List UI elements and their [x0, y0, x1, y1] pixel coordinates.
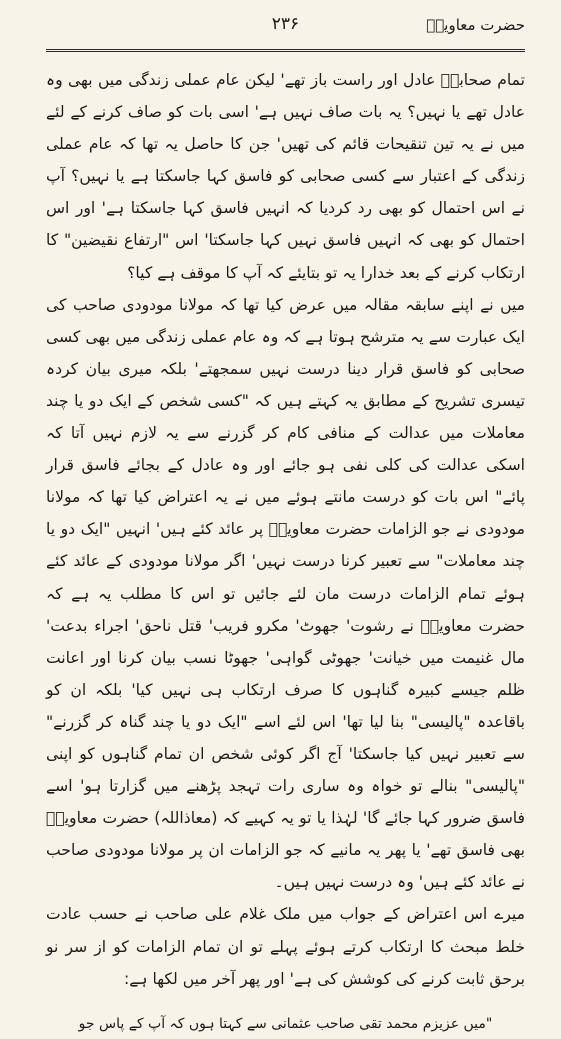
- paragraph-1: تمام صحابہؓ عادل اور راست باز تھے' لیکن عام عملی زندگی میں بھی وہ عادل تھے یا نہیں؟ یہ بات صاف نہیں ہے' اسی بات کو صاف کرنے کے لئے میں نے یہ تین تنقیحات قائم کی تھیں' جن کا حاصل یہ تھا کہ عام عملی زندگی کے اعتبار سے کسی صحابی کو فاسق کہا جاسکتا ہے یا نہیں؟ آپ نے اس احتمال کو بھی رد کردیا کہ انہیں فاسق کہا جاسکتا ہے' اور اس احتمال کو بھی کہ انہیں فاسق نہیں کہا جاسکتا' اس "ارتفاع نقیضین" کا ارتکاب کرنے کے بعد خدارا یہ تو بتایئے کہ آپ کا موقف ہے کیا؟: [46, 71, 525, 282]
- paragraph-2: میں نے اپنے سابقہ مقالہ میں عرض کیا تھا کہ مولانا مودودی صاحب کی ایک عبارت سے یہ مترشح ہوتا ہے کہ وہ عام عملی زندگی میں بھی کسی صحابی کو فاسق قرار دینا درست نہیں سمجھتے' بلکہ میری بیان کردہ تیسری تشریح کے مطابق یہ کہتے ہیں کہ "کسی شخص کے ایک دو یا چند معاملات میں عدالت کے منافی کام کر گزرنے سے یہ لازم نہیں آتا کہ اسکی عدالت کی کلی نفی ہو جائے اور وہ عادل کے بجائے فاسق قرار پائے" اس بات کو درست مانتے ہوئے میں نے یہ اعتراض کیا تھا کہ مولانا مودودی نے جو الزامات حضرت معاویہؓ پر عائد کئے ہیں' انہیں "ایک دو یا چند معاملات" سے تعبیر کرنا درست نہیں' اگر مولانا مودودی کے عائد کئے ہوئے تمام الزامات درست مان لئے جائیں تو اس کا مطلب یہ ہے کہ حضرت معاویہؓ نے رشوت' جھوٹ' مکرو فریب' قتل ناحق' اجراء بدعت' مال غنیمت میں خیانت' جھوٹی گواہی' جھوٹا نسب بیان کرنا اور اعانت ظلم جیسے کبیرہ گناہوں کا صرف ارتکاب ہی نہیں کیا' بلکہ ان کو باقاعدہ "پالیسی" بنا لیا تھا' اس لئے اسے "ایک دو یا چند گناہ کر گزرنے" سے تعبیر نہیں کیا جاسکتا' آج اگر کوئی شخص ان تمام گناہوں کو اپنی "پالیسی" بنالے تو خواہ وہ ساری رات تہجد پڑھنے میں گزارتا ہو' اسے فاسق ضرور کہا جائے گا' لہٰذا یا تو یہ کہیے کہ (معاذاللہ) حضرت معاویہؓ بھی فاسق تھے' یا پھر یہ مانیے کہ جو الزامات ان پر مولانا مودودی صاحب نے عائد کئے ہیں' وہ درست نہیں ہیں۔: [46, 295, 525, 892]
- page-header: [46, 0, 525, 52]
- page-body: [46, 64, 525, 1039]
- header-rule: [46, 49, 525, 52]
- block-quote: "میں عزیزم محمد تقی صاحب عثمانی سے کہتا ہوں کہ آپ کے پاس جو: [78, 1015, 493, 1032]
- running-title: حضرت معاویہؓ: [426, 16, 525, 34]
- page-number: ۲۳۶: [271, 14, 300, 34]
- paragraph-3: میرے اس اعتراض کے جواب میں ملک غلام علی صاحب نے حسب عادت خلط مبحث کا ارتکاب کرتے ہوئے پہلے تو ان تمام الزامات کو از سر نو برحق ثابت کرنے کی کوشش کی ہے' اور پھر آخر میں لکھا ہے:: [46, 905, 525, 988]
